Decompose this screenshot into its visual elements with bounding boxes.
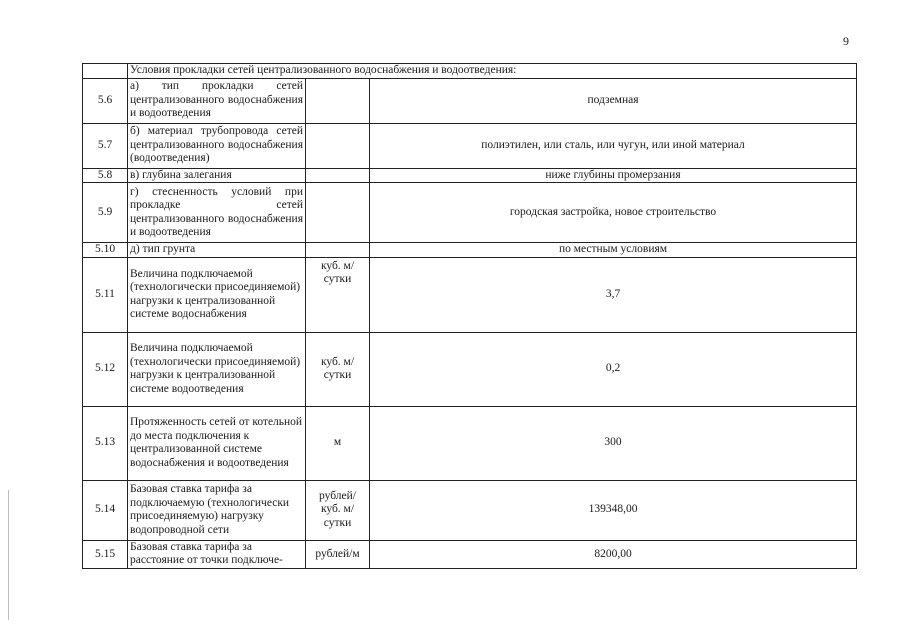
- row-unit: м: [306, 406, 370, 480]
- row-description: д) тип грунта: [128, 243, 306, 258]
- row-number: 5.9: [83, 183, 128, 243]
- row-number: 5.6: [83, 78, 128, 123]
- row-description: б) материал трубопровода сетей централизованного водоснабжения (водоотведения): [128, 123, 306, 168]
- row-value: 139348,00: [370, 480, 857, 540]
- row-description: Величина подключаемой (технологически присоединяемой) нагрузки к централизованной системе водоснабжения: [128, 257, 306, 332]
- row-value: ниже глубины промерзания: [370, 168, 857, 183]
- row-description: Величина подключаемой (технологически присоединяемой) нагрузки к централизованной системе водоотведения: [128, 332, 306, 406]
- page-number: 9: [843, 34, 849, 48]
- row-unit: [306, 168, 370, 183]
- row-value: 8200,00: [370, 540, 857, 568]
- row-value: 0,2: [370, 332, 857, 406]
- specification-table: [82, 63, 857, 569]
- row-unit: куб. м/ сутки: [306, 332, 370, 406]
- row-number: 5.14: [83, 480, 128, 540]
- row-unit: рублей/м: [306, 540, 370, 568]
- table-row: [83, 257, 857, 332]
- row-value: подземная: [370, 78, 857, 123]
- header-number-cell: [83, 64, 128, 79]
- row-value: городская застройка, новое строительство: [370, 183, 857, 243]
- table-header-row: [83, 64, 857, 79]
- row-unit: [306, 183, 370, 243]
- table-row: [83, 183, 857, 243]
- row-description: в) глубина залегания: [128, 168, 306, 183]
- row-description: г) стесненность условий при прокладке сетей централизованного водоснабжения и водоотведения: [128, 183, 306, 243]
- margin-line: [8, 490, 9, 620]
- row-value: 3,7: [370, 257, 857, 332]
- table-row: [83, 168, 857, 183]
- row-unit: рублей/ куб. м/сутки: [306, 480, 370, 540]
- row-number: 5.15: [83, 540, 128, 568]
- table-row: [83, 480, 857, 540]
- row-number: 5.10: [83, 243, 128, 258]
- row-unit: куб. м/сутки: [306, 257, 370, 332]
- row-number: 5.11: [83, 257, 128, 332]
- table-row: [83, 123, 857, 168]
- row-value: полиэтилен, или сталь, или чугун, или иной материал: [370, 123, 857, 168]
- row-number: 5.7: [83, 123, 128, 168]
- table-row: [83, 243, 857, 258]
- section-header: Условия прокладки сетей централизованного водоснабжения и водоотведения:: [128, 64, 857, 79]
- row-value: 300: [370, 406, 857, 480]
- row-description: а) тип прокладки сетей централизованного водоснабжения и водоотведения: [128, 78, 306, 123]
- table-row: [83, 540, 857, 568]
- row-description: Базовая ставка тарифа за подключаемую (технологически присоединяемую) нагрузку водопроводной сети: [128, 480, 306, 540]
- row-unit: [306, 123, 370, 168]
- row-description: Протяженность сетей от котельной до места подключения к централизованной системе водоснабжения и водоотведения: [128, 406, 306, 480]
- row-description: Базовая ставка тарифа за расстояние от точки подключе-: [128, 540, 306, 568]
- row-unit: [306, 243, 370, 258]
- table-row: [83, 406, 857, 480]
- table-row: [83, 78, 857, 123]
- table-row: [83, 332, 857, 406]
- row-number: 5.13: [83, 406, 128, 480]
- row-number: 5.12: [83, 332, 128, 406]
- row-unit: [306, 78, 370, 123]
- row-value: по местным условиям: [370, 243, 857, 258]
- row-number: 5.8: [83, 168, 128, 183]
